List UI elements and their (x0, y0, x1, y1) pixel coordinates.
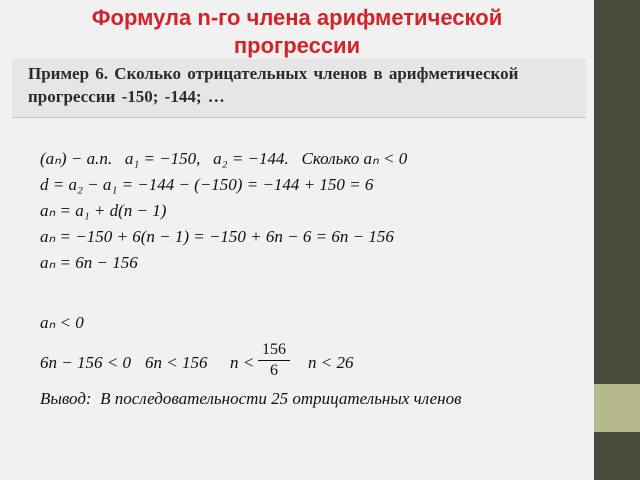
math-line-substitution: aₙ = −150 + 6(n − 1) = −150 + 6n − 6 = 6n − 156 (40, 227, 394, 246)
math-line-difference: d = a₂ − a₁ = −144 − (−150) = −144 + 150 = 6 (40, 175, 374, 194)
inequality-4: n < 26 (308, 353, 354, 372)
inequality-3-lhs: n < (230, 353, 255, 372)
fraction-156-over-6 (258, 341, 290, 380)
math-line-formula: aₙ = a₁ + d(n − 1) (40, 201, 167, 220)
math-line-result: aₙ = 6n − 156 (40, 253, 138, 272)
fraction-denominator: 6 (270, 362, 278, 379)
fraction-bar (258, 360, 290, 361)
inequality-1: 6n − 156 < 0 (40, 353, 131, 372)
math-line-condition: aₙ < 0 (40, 313, 84, 332)
inequality-2: 6n < 156 (145, 353, 208, 372)
title-line-1: Формула n-го члена арифметической (91, 5, 503, 30)
title-line-2: прогрессии (233, 33, 361, 58)
math-line-given: (aₙ) − а.п. a₁ = −150, a₂ = −144. Сколько aₙ < 0 (40, 149, 408, 168)
example-line-2: прогрессии -150; -144; … (28, 87, 225, 106)
side-decoration-accent (594, 384, 640, 432)
example-text (28, 62, 578, 108)
conclusion: Вывод: В последовательности 25 отрицательных членов (40, 389, 462, 408)
fraction-numerator: 156 (262, 341, 286, 358)
example-line-1: Пример 6. Сколько отрицательных членов в арифметической (28, 64, 519, 83)
slide-title (0, 4, 594, 60)
